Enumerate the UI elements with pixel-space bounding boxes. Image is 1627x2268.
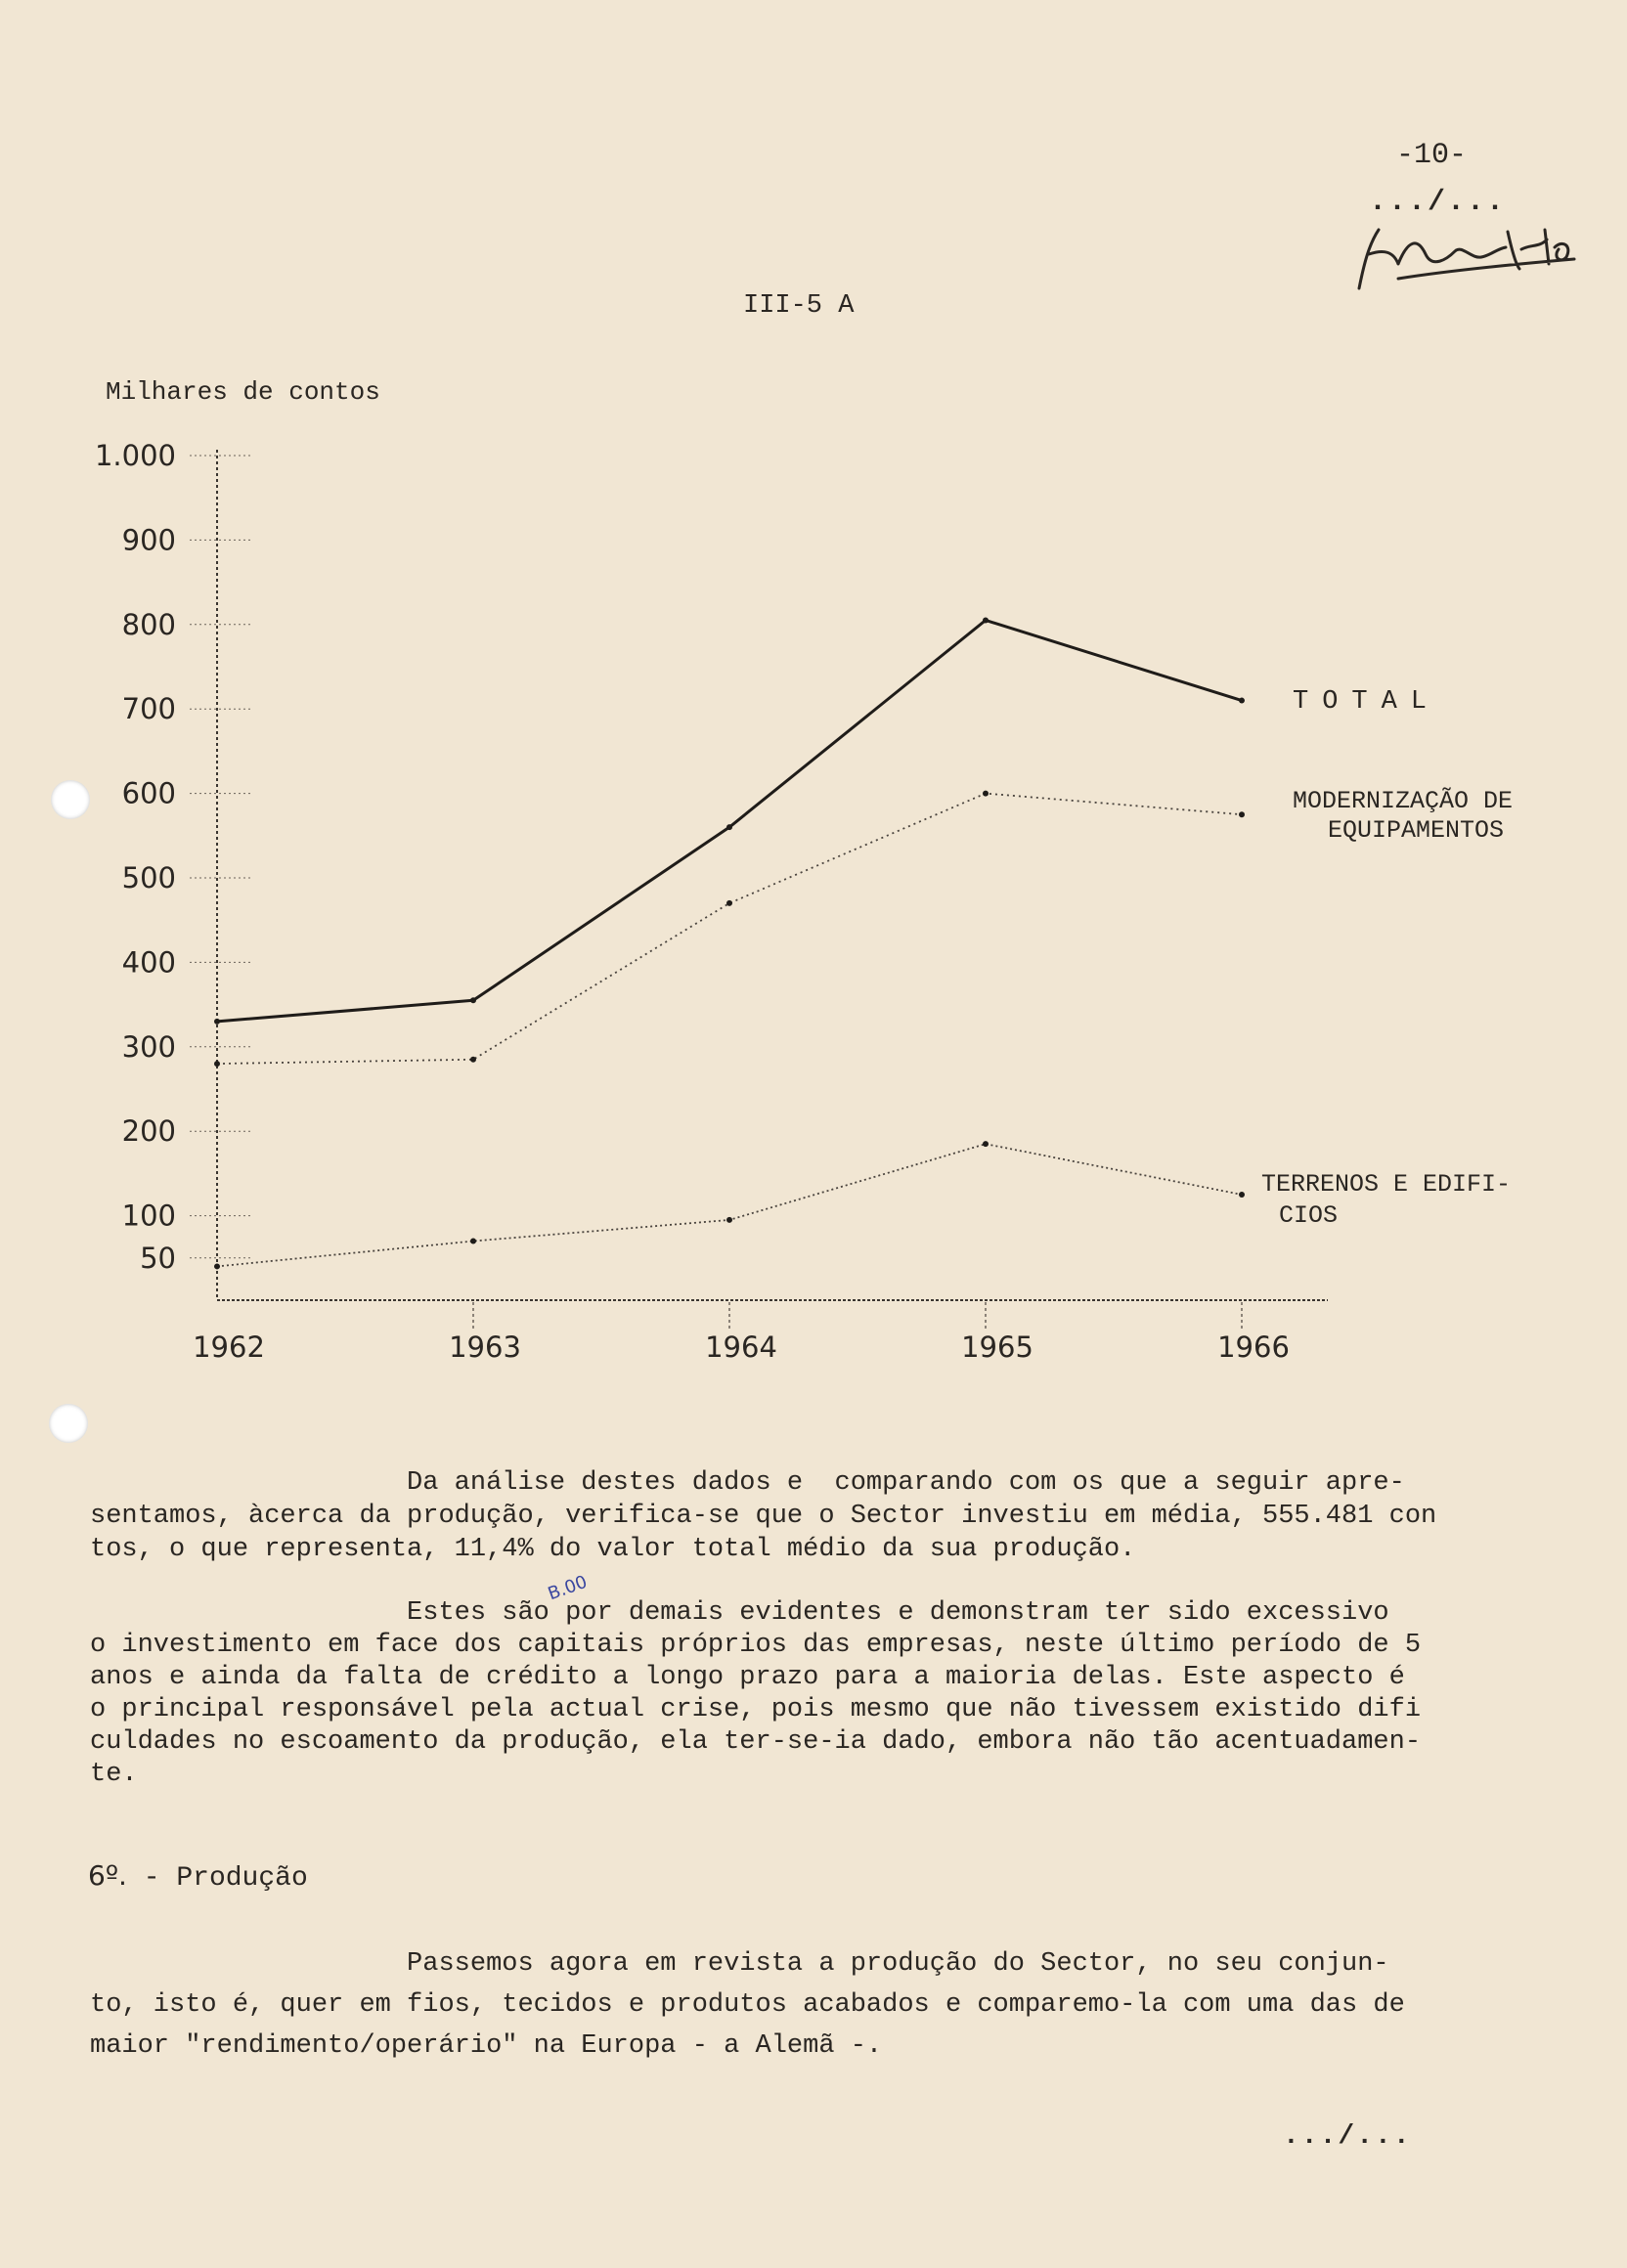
data-point [1239, 811, 1245, 817]
series-label-total: TOTAL [1293, 687, 1441, 717]
data-point [214, 1263, 220, 1269]
page-number: -10- [1396, 139, 1468, 172]
text-line: maior "rendimento/operário" na Europa - a Alemã -. [90, 2031, 883, 2061]
y-tick-label: 800 [121, 607, 176, 641]
y-tick-label: 1.000 [94, 439, 176, 472]
y-axis-ticks [95, 439, 252, 1275]
continuation-marker-top: .../... [1369, 186, 1507, 219]
y-tick-label: 100 [121, 1199, 176, 1233]
text-line: to, isto é, quer em fios, tecidos e produtos acabados e comparemo-la com uma das de [90, 1990, 1405, 2020]
paragraph-investment-analysis [90, 1466, 1537, 1566]
y-tick-label: 900 [121, 523, 176, 557]
text-line: culdades no escoamento da produção, ela ter-se-ia dado, embora não tão acentuadamen- [90, 1727, 1422, 1757]
y-tick-label: 400 [121, 945, 176, 980]
handwritten-annotation: B.00 [545, 1571, 591, 1605]
x-tick-label: 1963 [449, 1330, 521, 1364]
punch-hole-bottom [49, 1404, 88, 1443]
paragraph-production [90, 1943, 1537, 2067]
section-number: 6º. [88, 1859, 127, 1892]
data-point [470, 997, 476, 1003]
y-tick-label: 700 [121, 692, 176, 726]
x-tick-label: 1965 [961, 1330, 1033, 1364]
text-line: o principal responsável pela actual crise, pois mesmo que não tivessem existido difi [90, 1695, 1422, 1724]
text-line: tos, o que representa, 11,4% do valor total médio da sua produção. [90, 1535, 1136, 1564]
data-point [1239, 698, 1245, 704]
text-line: Estes são por demais evidentes e demonstram ter sido excessivo [90, 1598, 1389, 1628]
text-line: te. [90, 1760, 138, 1789]
text-line: Da análise destes dados e comparando com os que a seguir apre- [90, 1468, 1405, 1498]
text-line: sentamos, àcerca da produção, verifica-se que o Sector investiu em média, 555.481 con [90, 1502, 1437, 1531]
y-tick-label: 300 [121, 1029, 176, 1064]
section-title: - Produção [143, 1863, 308, 1894]
paragraph-excess-investment [90, 1597, 1537, 1791]
y-tick-label: 200 [121, 1114, 176, 1149]
data-point [214, 1019, 220, 1025]
x-tick-label: 1964 [705, 1330, 777, 1364]
section-heading [88, 1859, 308, 1894]
data-point [470, 1239, 476, 1244]
series-line [217, 794, 1242, 1064]
data-point [983, 1141, 989, 1147]
series-label-terrenos-l2: CIOS [1279, 1201, 1339, 1230]
data-point [470, 1057, 476, 1063]
y-tick-label: 50 [140, 1241, 176, 1275]
text-line: o investimento em face dos capitais próprios das empresas, neste último período de 5 [90, 1631, 1422, 1660]
continuation-marker-bottom: .../... [1283, 2121, 1412, 2152]
chart-axes [217, 450, 1328, 1300]
data-point [214, 1061, 220, 1067]
series-label-modernizacao-l1: MODERNIZAÇÃO DE [1293, 787, 1514, 815]
x-axis-ticks [193, 1302, 1290, 1364]
data-point [983, 791, 989, 797]
x-tick-label: 1966 [1217, 1330, 1290, 1364]
data-point [983, 617, 989, 623]
y-tick-label: 500 [121, 861, 176, 894]
series-label-terrenos-l1: TERRENOS E EDIFI- [1261, 1170, 1512, 1199]
text-line: anos e ainda da falta de crédito a longo prazo para a maioria delas. Este aspecto é [90, 1663, 1405, 1692]
y-tick-label: 600 [121, 776, 176, 810]
chart-code: III-5 A [743, 291, 855, 321]
series-line [217, 620, 1242, 1021]
data-point [1239, 1192, 1245, 1198]
series-lines [214, 617, 1245, 1269]
series-label-modernizacao-l2: EQUIPAMENTOS [1328, 816, 1505, 845]
data-point [726, 824, 732, 830]
series-line [217, 1144, 1242, 1266]
text-line: Passemos agora em revista a produção do Sector, no seu conjun- [90, 1949, 1389, 1979]
data-point [726, 900, 732, 906]
x-tick-label: 1962 [193, 1330, 265, 1364]
data-point [726, 1217, 732, 1223]
y-axis-unit-label: Milhares de contos [106, 377, 380, 407]
